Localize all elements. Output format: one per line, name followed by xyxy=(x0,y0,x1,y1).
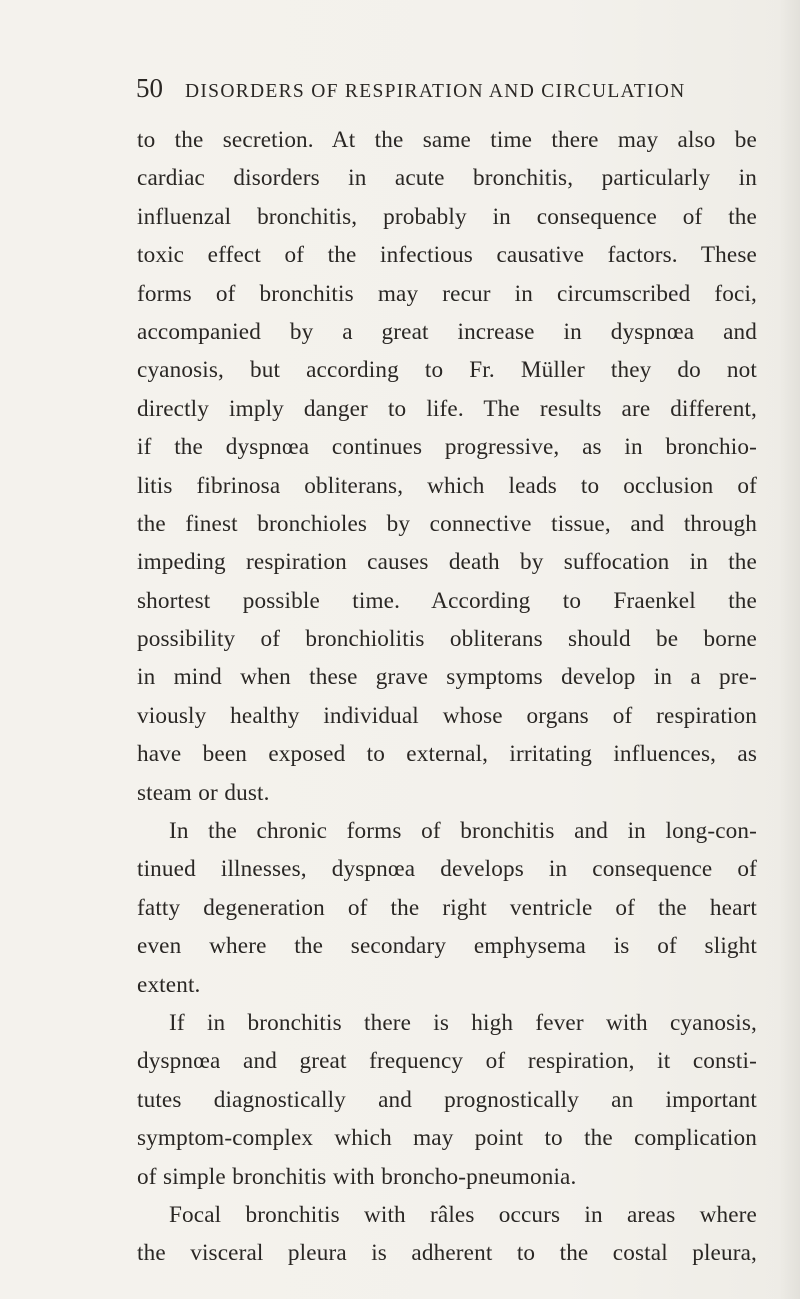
text-line: tutes diagnostically and prognostically an important xyxy=(137,1086,757,1113)
text-line: if the dyspnœa continues progressive, as in bronchio- xyxy=(137,434,757,461)
text-line: influenzal bronchitis, probably in consequence of the xyxy=(137,203,757,230)
text-line: even where the secondary emphysema is of slight xyxy=(137,933,757,960)
running-head-title: DISORDERS OF RESPIRATION AND CIRCULATION xyxy=(185,81,686,102)
text-line: possibility of bronchiolitis obliterans should be borne xyxy=(137,626,757,653)
text-line: tinued illnesses, dyspnœa develops in consequence of xyxy=(137,856,757,883)
text-line: to the secretion. At the same time there may also be xyxy=(137,127,757,153)
text-line: dyspnœa and great frequency of respiration, it consti- xyxy=(137,1048,757,1075)
paragraph-end-line: of simple bronchitis with broncho-pneumonia. xyxy=(137,1163,577,1190)
text-line: shortest possible time. According to Fraenkel the xyxy=(137,587,757,614)
paragraph-end-line: extent. xyxy=(137,971,201,998)
page-number: 50 xyxy=(136,73,163,103)
page-edge-shadow xyxy=(778,0,800,1299)
text-line: have been exposed to external, irritating influences, as xyxy=(137,741,757,768)
text-line: toxic effect of the infectious causative factors. These xyxy=(137,242,757,269)
text-line: litis fibrinosa obliterans, which leads to occlusion of xyxy=(137,472,757,499)
text-line: impeding respiration causes death by suffocation in the xyxy=(137,549,757,576)
text-line: the finest bronchioles by connective tissue, and through xyxy=(137,510,757,537)
text-line: accompanied by a great increase in dyspnœa and xyxy=(137,318,757,345)
text-line: the visceral pleura is adherent to the costal pleura, xyxy=(137,1240,757,1267)
text-line: directly imply danger to life. The results are different, xyxy=(137,395,757,422)
running-head xyxy=(136,73,756,109)
paragraph-start-line: Focal bronchitis with râles occurs in areas where xyxy=(169,1201,757,1228)
paragraph-start-line: In the chronic forms of bronchitis and in long-con- xyxy=(169,818,757,845)
text-line: forms of bronchitis may recur in circumscribed foci, xyxy=(137,280,757,307)
text-line: cardiac disorders in acute bronchitis, particularly in xyxy=(137,165,757,192)
text-line: symptom-complex which may point to the complication xyxy=(137,1125,757,1152)
body-text xyxy=(137,121,757,1273)
paragraph-end-line: steam or dust. xyxy=(137,779,270,806)
text-line: cyanosis, but according to Fr. Müller they do not xyxy=(137,357,757,384)
paragraph-start-line: If in bronchitis there is high fever with cyanosis, xyxy=(169,1009,757,1036)
text-line: fatty degeneration of the right ventricle of the heart xyxy=(137,894,757,921)
text-line: in mind when these grave symptoms develop in a pre- xyxy=(137,664,757,691)
text-line: viously healthy individual whose organs of respiration xyxy=(137,702,757,729)
